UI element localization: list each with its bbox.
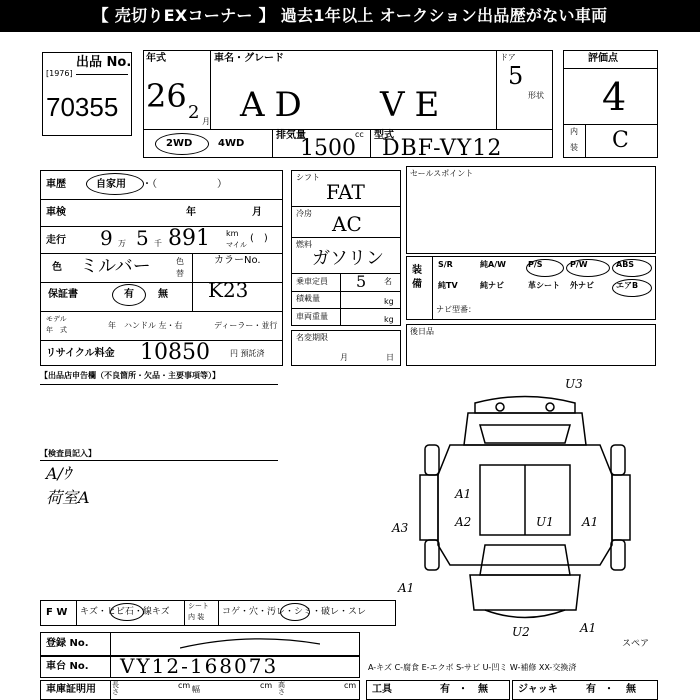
name-model: AD xyxy=(240,85,312,125)
equipment-label: 装備 xyxy=(412,265,422,290)
header-title: 【 売切りEXコーナー 】 過去1年以上 オークション出品歴がない車両 xyxy=(92,6,608,25)
cert-unit-1: cm xyxy=(178,681,191,690)
cert-length: 長さ xyxy=(112,681,119,696)
handle-text: ハンドル 左・右 xyxy=(124,321,183,330)
inspector-label: 【検査員記入】 xyxy=(40,449,96,458)
type-value: DBF-VY12 xyxy=(382,136,503,161)
score-label: 評価点 xyxy=(588,53,618,64)
damage-mark-u3: U3 xyxy=(565,377,583,391)
interior-value: C xyxy=(612,128,629,153)
capacity-value: 5 xyxy=(356,272,367,291)
lot-sub: [1976] xyxy=(46,69,73,78)
fuel-value: ガソリン xyxy=(312,248,384,269)
ac-value: AC xyxy=(332,212,362,236)
fw-seat-label-1: シート xyxy=(188,602,209,610)
damage-mark-a3: A3 xyxy=(392,521,409,535)
jack-no: 無 xyxy=(626,684,636,695)
fw-items: キズ・ヒビ石・線キズ xyxy=(80,607,170,617)
doors-label: ドア xyxy=(500,53,516,62)
mileage-paren: ( ) xyxy=(250,233,268,244)
fw-yogore-circle xyxy=(280,603,310,621)
spare-label: スペア xyxy=(622,639,650,649)
mileage-unit-km: km xyxy=(226,229,239,238)
lot-underline xyxy=(76,74,128,75)
capacity-label: 乗車定員 xyxy=(296,277,328,286)
mileage-value-1: 9 xyxy=(100,226,113,250)
drive-2wd: 2WD xyxy=(166,138,193,149)
sales-point-box xyxy=(406,166,656,254)
mileage-value-2: 5 xyxy=(136,226,149,250)
load-unit: kg xyxy=(384,297,394,306)
damage-mark-a2: A2 xyxy=(455,515,472,529)
recycle-value: 10850 xyxy=(140,340,210,365)
chassis-label: 車台 No. xyxy=(46,661,89,672)
cert-height: 高さ xyxy=(278,681,285,696)
lot-number: 70355 xyxy=(46,92,119,122)
lot-label: 出品 No. xyxy=(76,55,132,70)
jack-label: ジャッキ xyxy=(518,684,558,695)
mileage-unit-sen: 千 xyxy=(154,239,162,248)
tools-label: 工具 xyxy=(372,684,392,695)
displacement-label: 排気量 xyxy=(276,130,306,141)
tools-sep: ・ xyxy=(458,684,468,695)
car-damage-diagram xyxy=(380,375,670,645)
registration-label: 登録 No. xyxy=(46,638,89,649)
color-label: 色 xyxy=(52,262,62,273)
fw-hibi-circle xyxy=(110,603,144,621)
jack-yes: 有 xyxy=(586,684,596,695)
weight-unit: kg xyxy=(384,315,394,324)
equipment-option: P/S xyxy=(528,260,543,269)
cert-unit-3: cm xyxy=(344,681,357,690)
chassis-value: VY12-168073 xyxy=(120,654,279,678)
displacement-unit: cc xyxy=(355,130,364,139)
displacement-value: 1500 xyxy=(300,136,356,161)
cert-label: 車庫証明用 xyxy=(46,684,96,695)
model-year-unit: 年 xyxy=(108,321,116,330)
type-label: 型式 xyxy=(374,130,394,141)
color-changed-2: 替 xyxy=(176,269,184,278)
notes-label: 【出品店申告欄（不良箇所・欠品・主要事項等）】 xyxy=(40,371,220,380)
equipment-option: 外ナビ xyxy=(570,281,594,290)
year-label: 年式 xyxy=(146,53,166,64)
warranty-no: 無 xyxy=(158,289,168,300)
inspection-year-unit: 年 xyxy=(186,207,196,218)
history-label: 車歴 xyxy=(46,179,66,190)
equipment-option: エアB xyxy=(616,281,639,290)
later-box xyxy=(406,324,656,366)
equipment-option: ABS xyxy=(616,260,635,269)
fuel-label: 燃料 xyxy=(296,240,312,249)
doors-shape-label: 形状 xyxy=(528,91,544,100)
tools-yes: 有 xyxy=(440,684,450,695)
fw-label: F W xyxy=(46,607,68,618)
recycle-unit: 円 預託済 xyxy=(230,349,265,358)
model-year-label-1: モデル xyxy=(46,315,67,323)
tools-no: 無 xyxy=(478,684,488,695)
inspection-month-unit: 月 xyxy=(252,207,262,218)
shift-label: シフト xyxy=(296,173,320,182)
load-label: 積載量 xyxy=(296,294,320,303)
mod-date-day: 日 xyxy=(386,353,394,362)
mileage-unit-mile: マイル xyxy=(226,241,247,249)
year-value: 26 xyxy=(146,77,187,115)
year-month-unit: 月 xyxy=(202,117,210,126)
warranty-yes: 有 xyxy=(124,289,134,300)
inspector-line-1: A/ｳ xyxy=(46,464,71,483)
shift-value: FAT xyxy=(326,180,365,204)
capacity-unit: 名 xyxy=(384,277,392,286)
damage-mark-a1-front: A1 xyxy=(398,581,415,595)
equipment-option: 純A/W xyxy=(480,260,506,269)
year-month-value: 2 xyxy=(188,102,200,123)
ps-circle xyxy=(526,259,564,277)
damage-mark-u2: U2 xyxy=(512,625,530,639)
pw-circle xyxy=(566,259,610,277)
sales-point-label: セールスポイント xyxy=(410,169,474,178)
name-grade: VE xyxy=(380,85,450,125)
inspection-label: 車検 xyxy=(46,207,66,218)
airbag-circle xyxy=(612,279,652,297)
fw-seat-items: コゲ・穴・汚レ・シミ・破レ・スレ xyxy=(222,607,367,617)
history-rest: ・（ ） xyxy=(142,179,227,190)
registration-strike xyxy=(180,632,320,656)
damage-mark-u1: U1 xyxy=(536,515,554,529)
interior-label-2: 装 xyxy=(570,143,578,152)
equipment-option: 純TV xyxy=(438,281,458,290)
damage-legend: A-キズ C-腐食 E-エクボ S-サビ U-凹ミ W-補修 XX-交換済 xyxy=(368,663,577,672)
warranty-label: 保証書 xyxy=(48,289,78,300)
name-label: 車名・グレード xyxy=(214,53,284,64)
mod-date-label: 名変期限 xyxy=(296,333,328,342)
ac-label: 冷房 xyxy=(296,209,312,218)
color-code-value: K23 xyxy=(208,278,249,302)
mileage-value-3: 891 xyxy=(168,226,210,251)
drive-4wd: 4WD xyxy=(218,138,245,149)
mod-date-month: 月 xyxy=(340,353,348,362)
inspector-line-2: 荷室A xyxy=(46,488,90,507)
equipment-option: S/R xyxy=(438,260,453,269)
jack-sep: ・ xyxy=(604,684,614,695)
color-value: ミルバー xyxy=(80,256,151,277)
damage-mark-a1-left: A1 xyxy=(455,487,472,501)
damage-mark-a1-rear: A1 xyxy=(580,621,597,635)
abs-circle xyxy=(612,259,652,277)
mileage-label: 走行 xyxy=(46,235,66,246)
history-value: 自家用 xyxy=(96,179,126,190)
weight-label: 車両重量 xyxy=(296,312,328,321)
color-changed-1: 色 xyxy=(176,257,184,266)
recycle-label: リサイクル料金 xyxy=(46,348,115,359)
doors-value: 5 xyxy=(508,62,524,90)
fw-seat-label-2: 内 装 xyxy=(188,613,205,621)
navi-label: ナビ型番： xyxy=(436,305,476,314)
cert-unit-2: cm xyxy=(260,681,273,690)
later-label: 後日品 xyxy=(410,327,434,336)
color-code-label: カラーNo. xyxy=(214,255,261,266)
equipment-option: P/W xyxy=(570,260,588,269)
score-value: 4 xyxy=(602,75,627,119)
mileage-unit-man: 万 xyxy=(118,239,126,248)
equipment-option: 革シート xyxy=(528,281,560,290)
equipment-option: 純ナビ xyxy=(480,281,504,290)
cert-width: 幅 xyxy=(192,685,200,694)
damage-mark-a1-right: A1 xyxy=(582,515,599,529)
dealer-text: ディーラー・並行 xyxy=(214,321,278,330)
model-year-label-2: 年 式 xyxy=(46,326,67,334)
interior-label-1: 内 xyxy=(570,127,578,136)
